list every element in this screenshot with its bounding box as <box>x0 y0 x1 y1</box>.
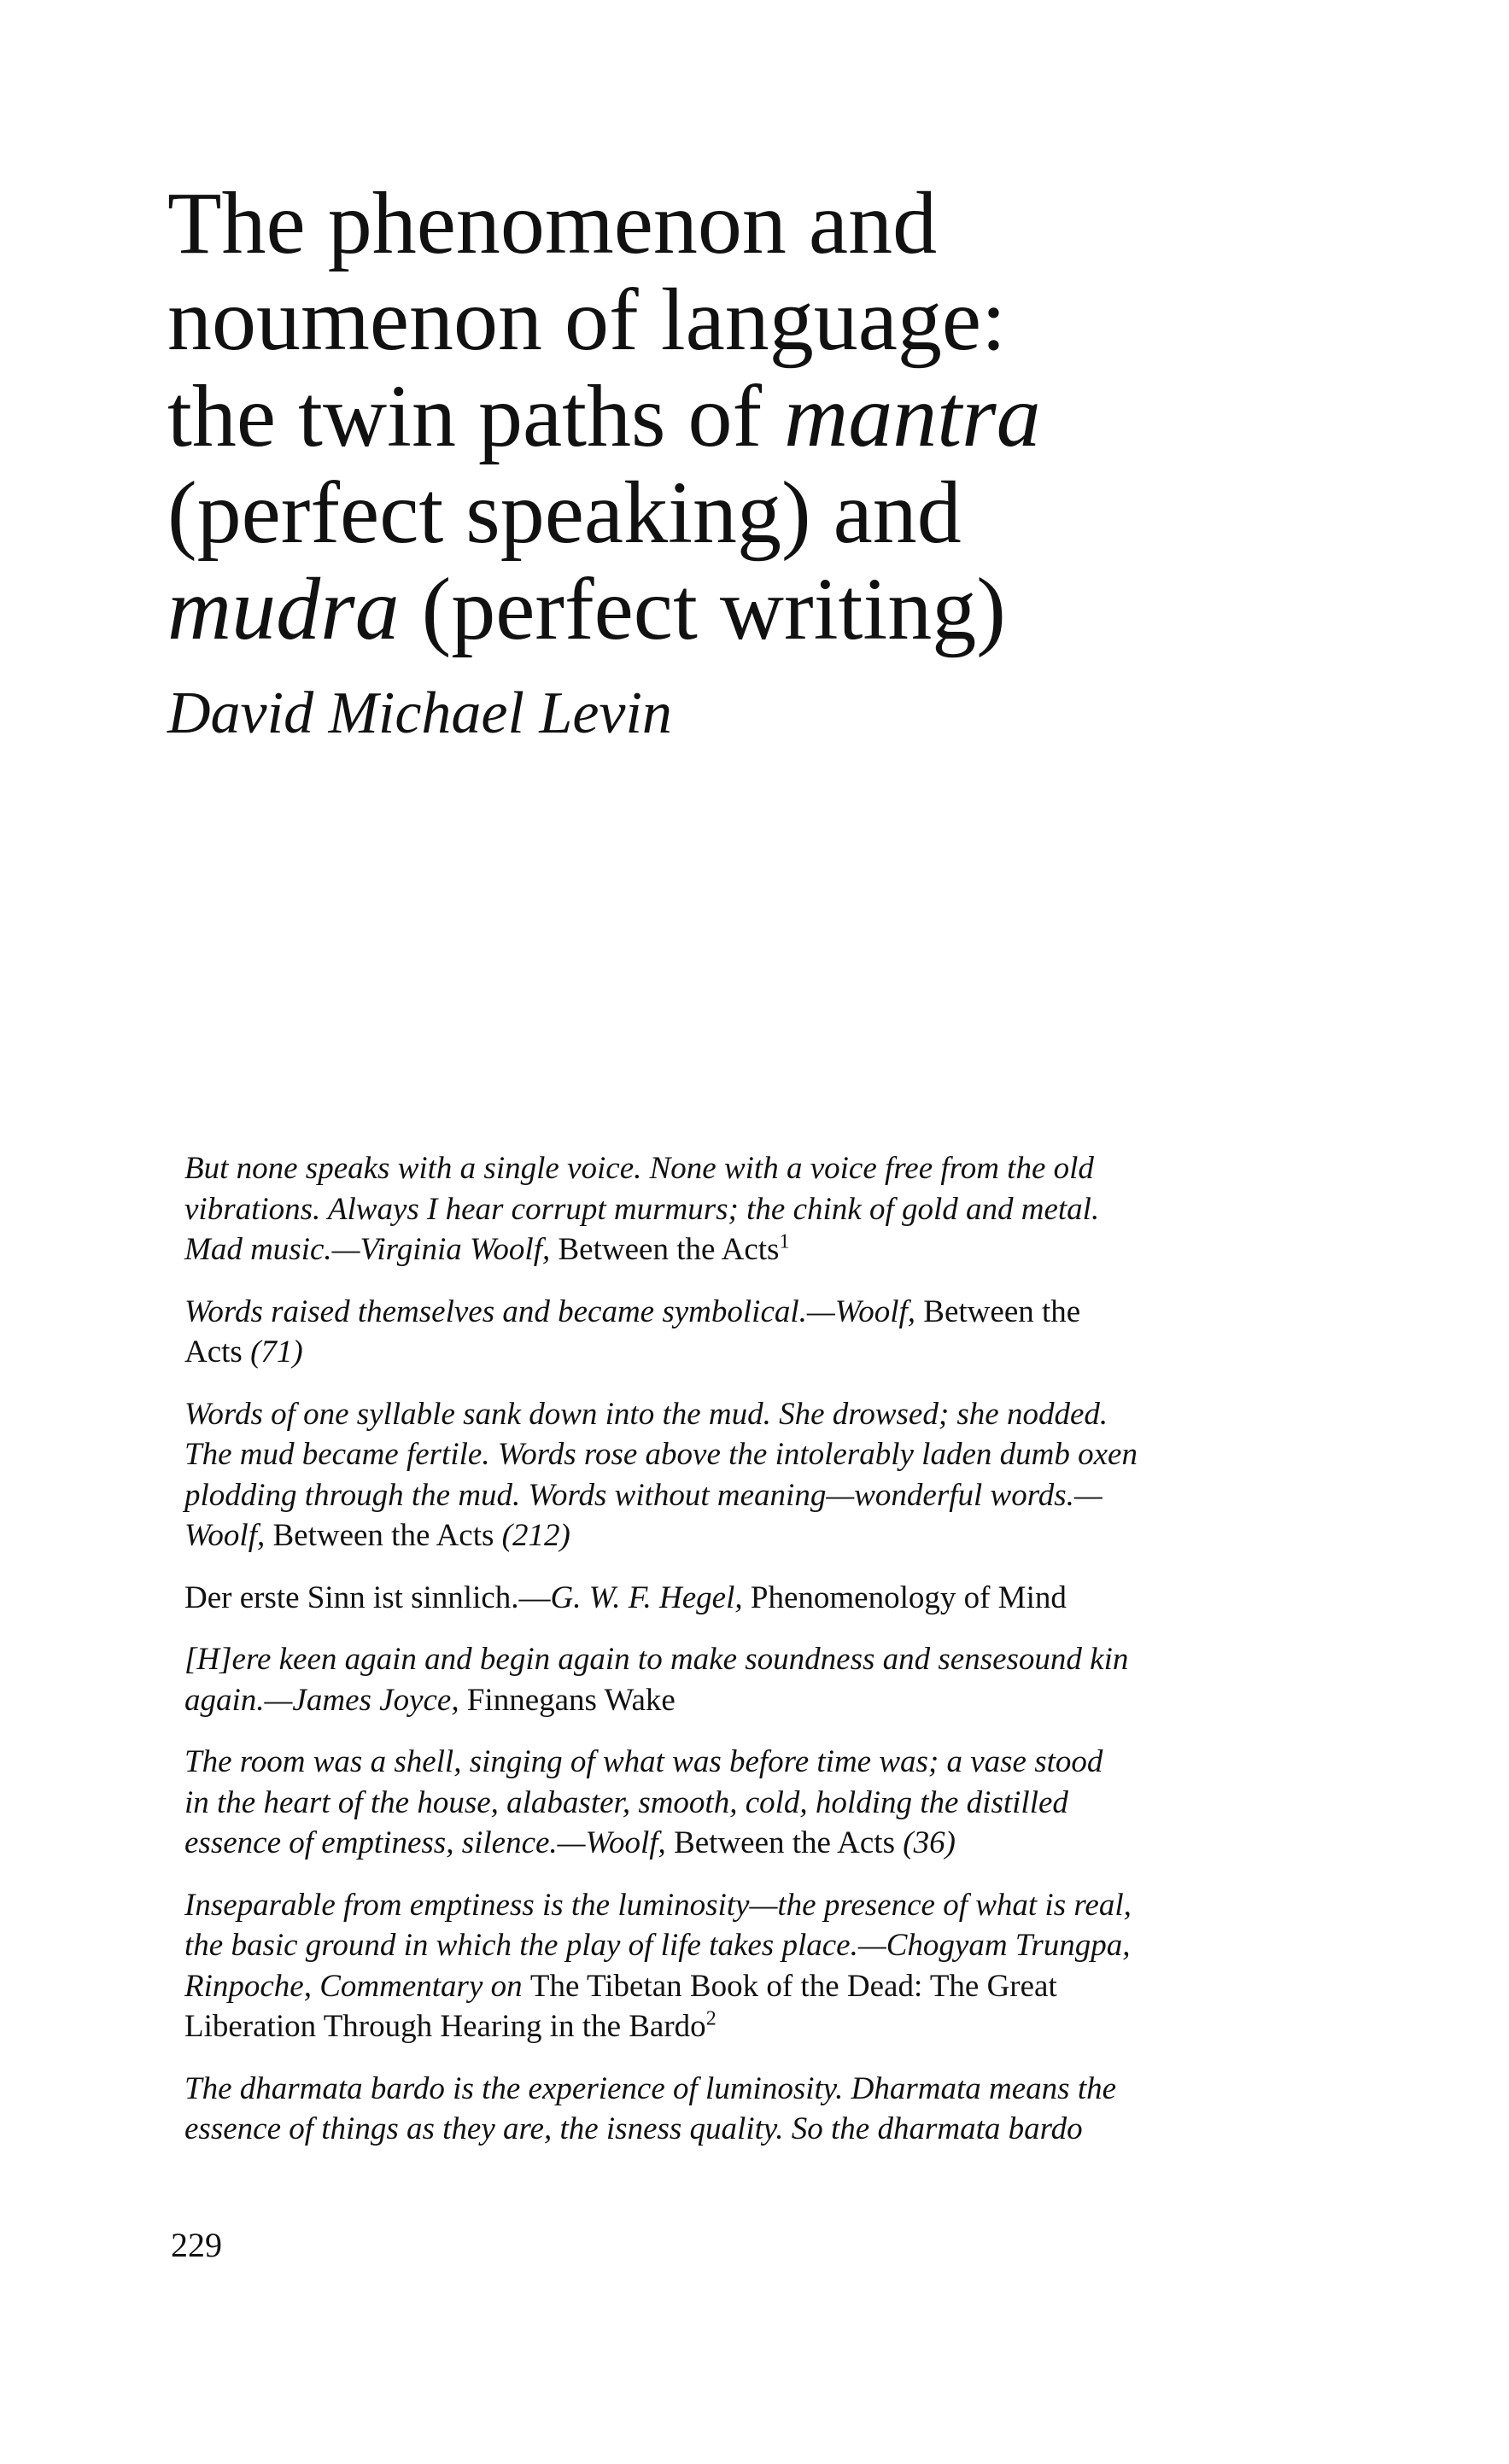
epigraph-source-title: Liberation Through Hearing in the Bardo <box>184 2009 706 2044</box>
epigraph-dharmata <box>184 2069 1376 2150</box>
epigraph-line: vibrations. Always I hear corrupt murmurs; the chink of gold and metal. <box>184 1191 1100 1227</box>
epigraph-attribution: Rinpoche, Commentary on <box>184 1968 530 2004</box>
epigraph-source-title: Between the Acts <box>558 1232 780 1267</box>
epigraph-list <box>184 1148 1376 2171</box>
epigraph-line: essence of things as they are, the isness quality. So the dharmata bardo <box>184 2111 1083 2146</box>
epigraph-woolf-symbolical <box>184 1292 1376 1373</box>
page-number: 229 <box>171 2226 222 2264</box>
epigraph-line <box>184 1332 1376 1373</box>
epigraph-line: plodding through the mud. Words without meaning—wonderful words.— <box>184 1477 1103 1513</box>
epigraph-woolf-mud <box>184 1394 1376 1556</box>
epigraph-page-ref: (71) <box>250 1334 303 1369</box>
epigraph-joyce <box>184 1639 1376 1720</box>
epigraph-line <box>184 1680 1376 1721</box>
epigraph-source-title: Acts <box>184 1334 251 1369</box>
epigraph-line <box>184 1578 1376 1619</box>
epigraph-quote: Der erste Sinn ist sinnlich.— <box>184 1579 551 1615</box>
epigraph-line: in the heart of the house, alabaster, smooth, cold, holding the distilled <box>184 1784 1068 1820</box>
epigraph-line <box>184 1292 1376 1333</box>
epigraph-line: [H]ere keen again and begin again to make soundness and sensesound kin <box>184 1642 1129 1677</box>
title-term-mudra: mudra <box>167 560 400 658</box>
epigraph-line: The mud became fertile. Words rose above the intolerably laden dumb oxen <box>184 1437 1138 1472</box>
epigraph-attribution: Woolf, <box>184 1518 273 1553</box>
article-title-line-3 <box>167 368 1329 464</box>
footnote-marker: 2 <box>705 2007 716 2030</box>
article-title-line-1: The phenomenon and <box>167 174 938 272</box>
epigraph-hegel <box>184 1578 1376 1619</box>
epigraph-line: Inseparable from emptiness is the luminosity—the presence of what is real, <box>184 1887 1132 1923</box>
title-line-5-suffix: (perfect writing) <box>399 560 1006 658</box>
epigraph-line: The room was a shell, singing of what was before time was; a vase stood <box>184 1744 1103 1779</box>
epigraph-source-title: Finnegans Wake <box>466 1682 676 1718</box>
epigraph-trungpa <box>184 1885 1376 2047</box>
epigraph-line <box>184 1823 1376 1864</box>
epigraph-source-title: Phenomenology of Mind <box>750 1579 1067 1615</box>
epigraph-line: the basic ground in which the play of life takes place.—Chogyam Trungpa, <box>184 1928 1131 1963</box>
epigraph-woolf-single-voice <box>184 1148 1376 1270</box>
article-title-line-4: (perfect speaking) and <box>167 464 962 562</box>
epigraph-page-ref: (36) <box>903 1825 956 1860</box>
article-title-line-5 <box>167 561 1329 657</box>
title-term-mantra: mantra <box>784 367 1041 465</box>
epigraph-attribution: Mad music.—Virginia Woolf, <box>184 1232 559 1267</box>
epigraph-source-title: The Tibetan Book of the Dead: The Great <box>529 1968 1057 2004</box>
epigraph-woolf-room <box>184 1742 1376 1864</box>
epigraph-attribution: G. W. F. Hegel, <box>550 1579 751 1615</box>
epigraph-line <box>184 1966 1376 2007</box>
title-line-3-prefix: the twin paths of <box>167 367 785 465</box>
title-block <box>167 175 1329 748</box>
epigraph-attribution: essence of emptiness, silence.—Woolf, <box>184 1825 675 1860</box>
epigraph-source-title: Between the <box>923 1293 1081 1329</box>
article-title-line-2: noumenon of language: <box>167 271 1006 369</box>
epigraph-line <box>184 1229 1376 1270</box>
epigraph-attribution: again.—James Joyce, <box>184 1682 467 1718</box>
epigraph-source-title: Between the Acts <box>272 1518 502 1553</box>
epigraph-line <box>184 2006 1376 2047</box>
epigraph-line: But none speaks with a single voice. None with a voice free from the old <box>184 1151 1094 1186</box>
article-author: David Michael Levin <box>167 680 672 746</box>
epigraph-quote: Words raised themselves and became symbolical.—Woolf, <box>184 1293 924 1329</box>
epigraph-line <box>184 1515 1376 1556</box>
footnote-marker: 1 <box>779 1230 790 1253</box>
epigraph-page-ref: (212) <box>501 1518 570 1553</box>
epigraph-line: Words of one syllable sank down into the mud. She drowsed; she nodded. <box>184 1396 1108 1432</box>
epigraph-source-title: Between the Acts <box>674 1825 904 1860</box>
epigraph-line: The dharmata bardo is the experience of luminosity. Dharmata means the <box>184 2070 1117 2106</box>
